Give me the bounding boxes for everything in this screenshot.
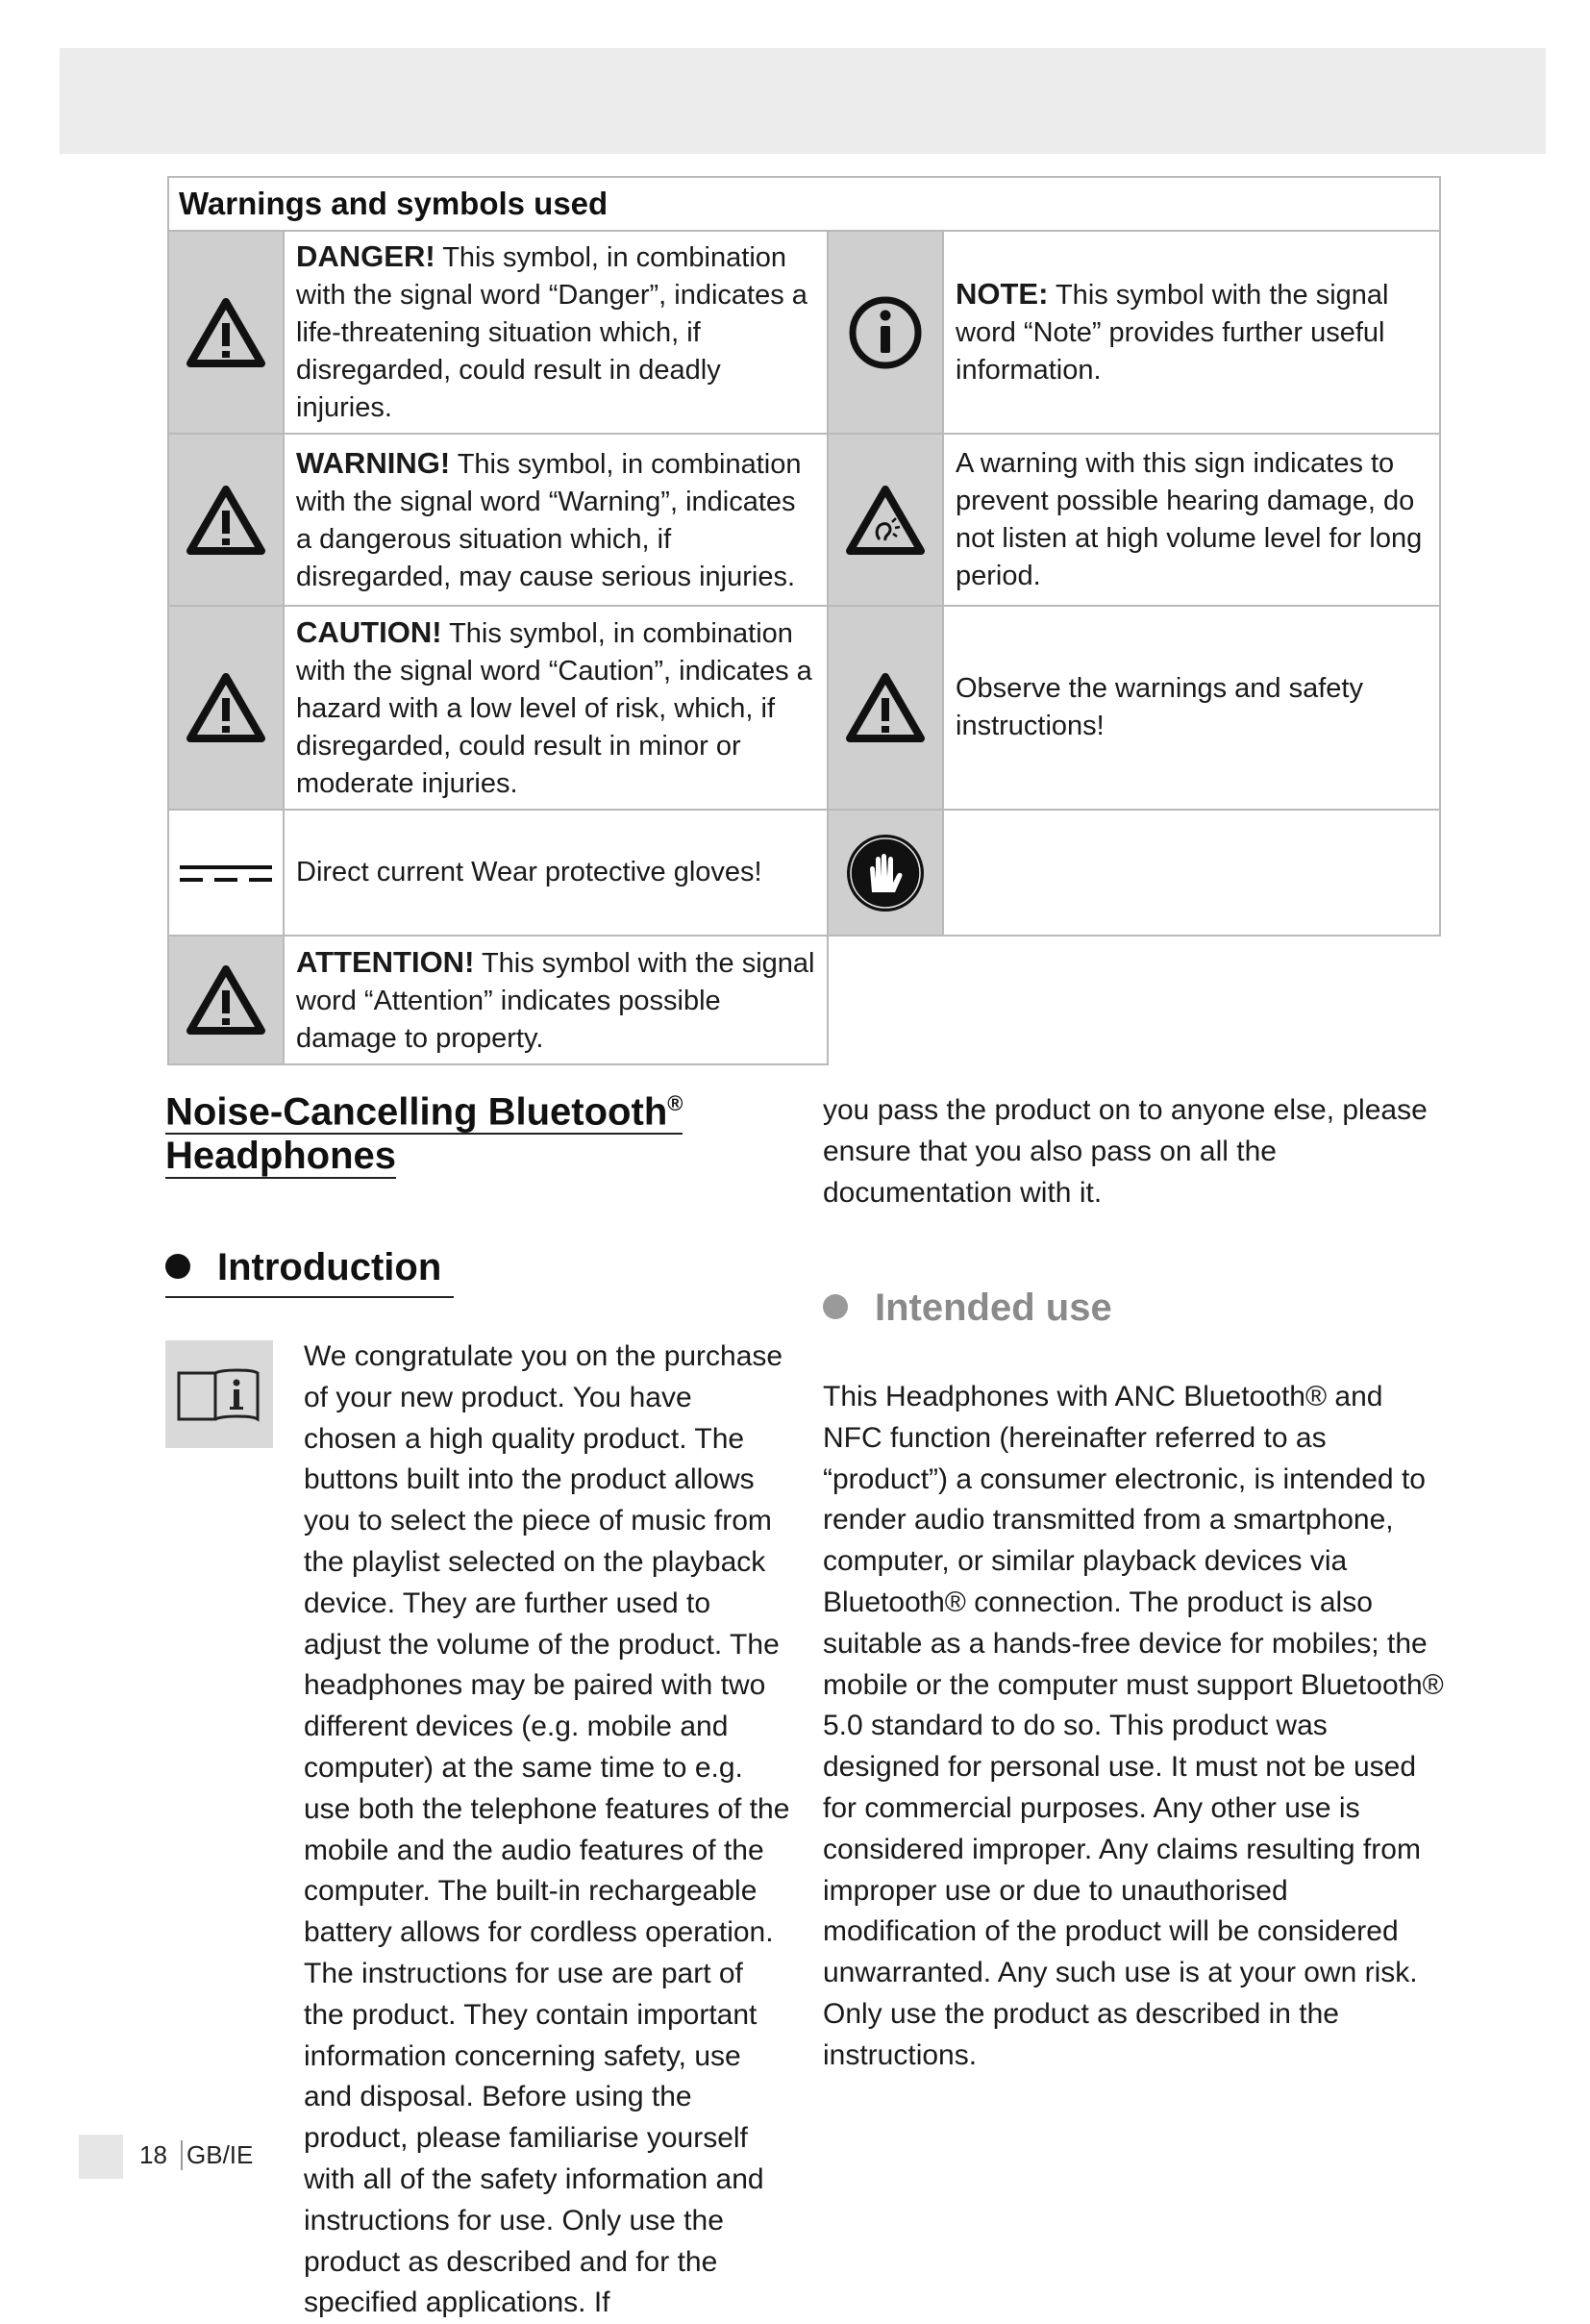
introduction-body xyxy=(165,1337,790,2324)
warning-keyword: WARNING! xyxy=(296,445,451,480)
dc-cell xyxy=(168,810,284,936)
attention-text xyxy=(284,936,828,1064)
note-description: This symbol with the signal word “Note” provides further useful information. xyxy=(956,280,1389,386)
intended-use-heading xyxy=(823,1287,1112,1330)
footer-marker xyxy=(79,2135,123,2179)
caution-text xyxy=(284,606,828,810)
gloves-cell xyxy=(828,810,943,936)
observe-text: Observe the warnings and safety instructions! xyxy=(943,606,1440,810)
document-title xyxy=(165,1083,761,1179)
warning-triangle-icon xyxy=(186,965,265,1035)
attention-description: This symbol with the signal word “Attention” indicates possible damage to property. xyxy=(296,947,815,1054)
caution-cell xyxy=(168,606,284,810)
bullet-icon xyxy=(165,1254,190,1279)
info-circle-icon xyxy=(847,294,924,371)
introduction-continued: you pass the product on to anyone else, please ensure that you also pass on all the documentation with it. xyxy=(823,1094,1428,1209)
warning-triangle-icon xyxy=(846,673,925,742)
observe-cell xyxy=(828,606,943,810)
danger-cell xyxy=(168,231,284,434)
warning-triangle-icon xyxy=(186,673,265,742)
dc-text: Direct current Wear protective gloves! xyxy=(284,810,828,936)
hearing-text: A warning with this sign indicates to prevent possible hearing damage, do not listen at high volume level for long period. xyxy=(943,434,1440,606)
registered-mark: ® xyxy=(667,1091,683,1115)
intended-use-body: This Headphones with ANC Bluetooth® and NFC function (hereinafter referred to as “product”) a consumer electronic, is intended to render audio transmitted from a smartphone, computer, or similar playback devices via Bluetooth® connection. The product is also suitable as a hands-free device for mobiles; the mobile or the computer must support Bluetooth® 5.0 standard to do so. This product was designed for personal use. It must not be used for commercial purposes. Any other use is considered improper. Any claims resulting from improper use or due to unauthorised modification of the product will be considered unwarranted. Any such use is at your own risk. Only use the product as described in the instructions. xyxy=(823,1381,1444,2071)
warning-triangle-icon xyxy=(186,486,265,555)
introduction-heading xyxy=(165,1246,441,1289)
danger-keyword: DANGER! xyxy=(296,239,435,273)
attention-cell xyxy=(168,936,284,1064)
protective-gloves-icon xyxy=(843,831,928,915)
language-code: GB/IE xyxy=(181,2140,253,2170)
intended-use-heading-text: Intended use xyxy=(875,1287,1112,1329)
caution-description: This symbol, in combination with the signal word “Caution”, indicates a hazard with a low level of risk, which, if disregarded, could result in minor or moderate injuries. xyxy=(296,617,812,799)
gloves-text xyxy=(943,810,1440,936)
danger-text xyxy=(284,231,828,434)
caution-keyword: CAUTION! xyxy=(296,614,442,649)
introduction-heading-text: Introduction xyxy=(217,1246,442,1288)
warnings-table xyxy=(167,176,1441,1065)
header-band xyxy=(60,48,1546,154)
hearing-cell xyxy=(828,434,943,606)
direct-current-icon xyxy=(178,859,274,887)
warning-text xyxy=(284,434,828,606)
danger-description: This symbol, in combination with the signal word “Danger”, indicates a life-threatening situation which, if disregarded, could result in deadly injuries. xyxy=(296,242,807,423)
bullet-icon xyxy=(823,1294,848,1319)
warning-description: This symbol, in combination with the signal word “Warning”, indicates a dangerous situation which, if disregarded, may cause serious injuries. xyxy=(296,448,802,592)
warning-triangle-icon xyxy=(186,298,265,367)
hearing-damage-icon xyxy=(846,486,925,555)
introduction-paragraph: We congratulate you on the purchase of your new product. You have chosen a high quality product. The buttons built into the product allows you to select the piece of music from the playlist selected on the playback device. They are further used to adjust the volume of the product. The headphones may be paired with two different devices (e.g. mobile and computer) at the same time to e.g. use both the telephone features of the mobile and the audio features of the computer. The built-in rechargeable battery allows for cordless operation. The instructions for use are part of the product. They contain important information concerning safety, use and disposal. Before using the product, please familiarise yourself with all of the safety information and instructions for use. Only use the product as described and for the specified applications. If xyxy=(304,1340,790,2319)
note-text xyxy=(943,231,1440,434)
attention-keyword: ATTENTION! xyxy=(296,944,475,979)
note-keyword: NOTE: xyxy=(956,277,1049,311)
title-line-2: Headphones xyxy=(165,1135,397,1178)
page-number: 18 xyxy=(139,2140,167,2169)
title-line-1: Noise-Cancelling Bluetooth xyxy=(165,1090,668,1134)
warning-cell xyxy=(168,434,284,606)
table-title: Warnings and symbols used xyxy=(168,177,1440,231)
note-cell xyxy=(828,231,943,434)
